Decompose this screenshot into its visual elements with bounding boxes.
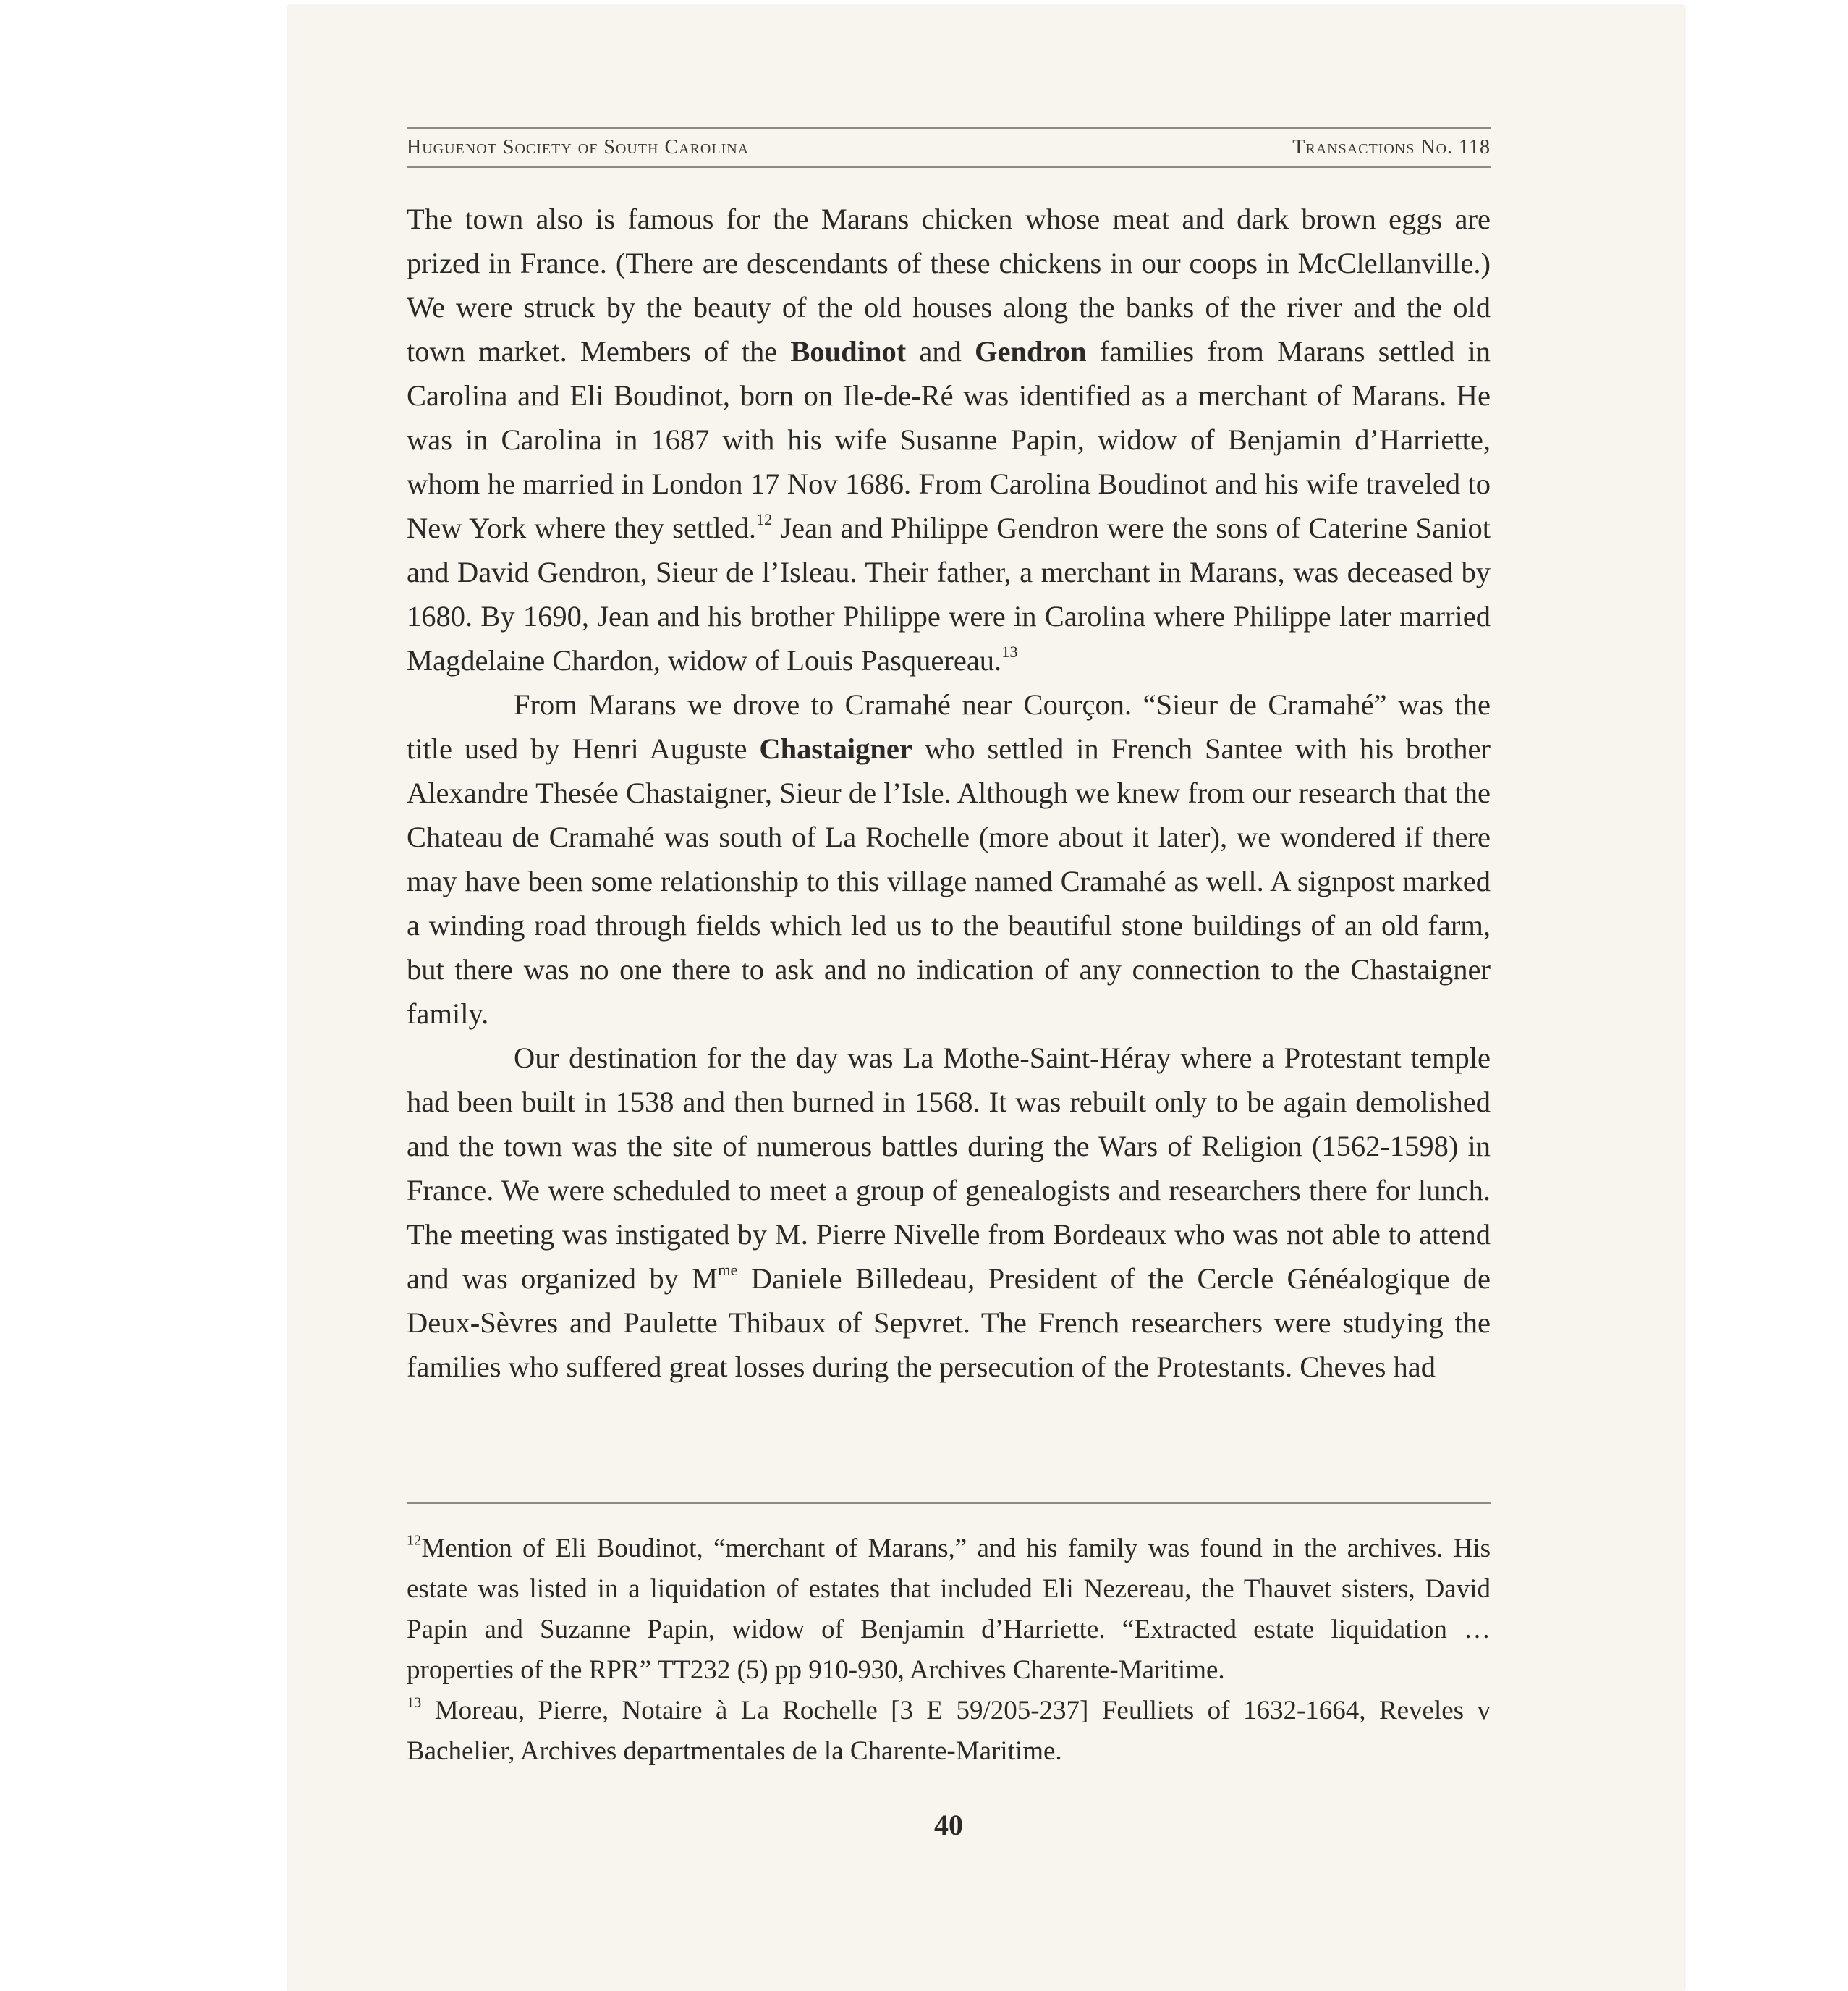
- surname-boudinot: Boudinot: [790, 335, 907, 368]
- p1-text-c: families from Marans settled in Carolina and Eli Boudinot, born on Ile-de-Ré was identified as a merchant of Marans. He was in Carolina in 1687 with his wife Susanne Papin, widow of Benjamin d’Harriette, whom he married in London 17 Nov 1686. From Carolina Boudinot and his wife traveled to New York where they settled.: [407, 335, 1491, 544]
- p1-text-b: and: [906, 335, 975, 368]
- p3-text-b: Daniele Billedeau, President of the Cercle Généalogique de Deux-Sèvres and Paulette Thibaux of Sepvret. The French researchers were studying the families who suffered great losses during the persecution of the Protestants. Cheves had: [407, 1262, 1491, 1383]
- footnote-ref-12: 12: [756, 510, 773, 529]
- footnote-ref-13: 13: [1001, 643, 1018, 661]
- body-text: [407, 197, 1491, 1389]
- footnote-13: [407, 1691, 1491, 1772]
- footnote-13-text: Moreau, Pierre, Notaire à La Rochelle [3 E 59/205-237] Feulliets of 1632-1664, Reveles v Bachelier, Archives departmentales de la Charente-Maritime.: [407, 1696, 1491, 1766]
- paragraph-2: [407, 682, 1491, 1036]
- footnote-13-number: 13: [407, 1694, 422, 1711]
- madame-superscript: me: [718, 1261, 738, 1280]
- footnote-12: [407, 1529, 1491, 1691]
- page-number: 40: [934, 1809, 963, 1841]
- running-head-title: Huguenot Society of South Carolina: [407, 136, 750, 158]
- p3-text-a: Our destination for the day was La Mothe-Saint-Héray where a Protestant temple had been built in 1538 and then burned in 1568. It was rebuilt only to be again demolished and the town was the site of numerous battles during the Wars of Religion (1562-1598) in France. We were scheduled to meet a group of genealogists and researchers there for lunch. The meeting was instigated by M. Pierre Nivelle from Bordeaux who was not able to attend and was organized by M: [407, 1041, 1491, 1295]
- p2-text-b: who settled in French Santee with his brother Alexandre Thesée Chastaigner, Sieur de l’Isle. Although we knew from our research that the Chateau de Cramahé was south of La Rochelle (more about it later), we wondered if there may have been some relationship to this village named Cramahé as well. A signpost marked a winding road through fields which led us to the beautiful stone buildings of an old farm, but there was no one there to ask and no indication of any connection to the Chastaigner family.: [407, 732, 1491, 1030]
- footnotes: [407, 1529, 1491, 1772]
- p2-text-a: From Marans we drove to Cramahé near Courçon. “Sieur de Cramahé” was the title used by Henri Auguste: [407, 688, 1491, 765]
- running-head-issue: Transactions No. 118: [1292, 136, 1491, 158]
- paragraph-3: [407, 1036, 1491, 1389]
- running-head: [407, 127, 1491, 168]
- footnote-rule: [407, 1502, 1491, 1504]
- p1-text-d: Jean and Philippe Gendron were the sons of Caterine Saniot and David Gendron, Sieur de l’Isleau. Their father, a merchant in Marans, was deceased by 1680. By 1690, Jean and his brother Philippe were in Carolina where Philippe later married Magdelaine Chardon, widow of Louis Pasquereau.: [407, 512, 1491, 677]
- surname-chastaigner: Chastaigner: [759, 732, 912, 765]
- footnote-12-number: 12: [407, 1532, 422, 1549]
- p1-text-a: The town also is famous for the Marans chicken whose meat and dark brown eggs are prized in France. (There are descendants of these chickens in our coops in McClellanville.) We were struck by the beauty of the old houses along the banks of the river and the old town market. Members of the: [407, 203, 1491, 368]
- footnote-12-text: Mention of Eli Boudinot, “merchant of Marans,” and his family was found in the archives. His estate was listed in a liquidation of estates that included Eli Nezereau, the Thauvet sisters, David Papin and Suzanne Papin, widow of Benjamin d’Harriette. “Extracted estate liquidation … properties of the RPR” TT232 (5) pp 910-930, Archives Charente-Maritime.: [407, 1534, 1491, 1685]
- paragraph-1: [407, 197, 1491, 682]
- surname-gendron: Gendron: [974, 335, 1087, 368]
